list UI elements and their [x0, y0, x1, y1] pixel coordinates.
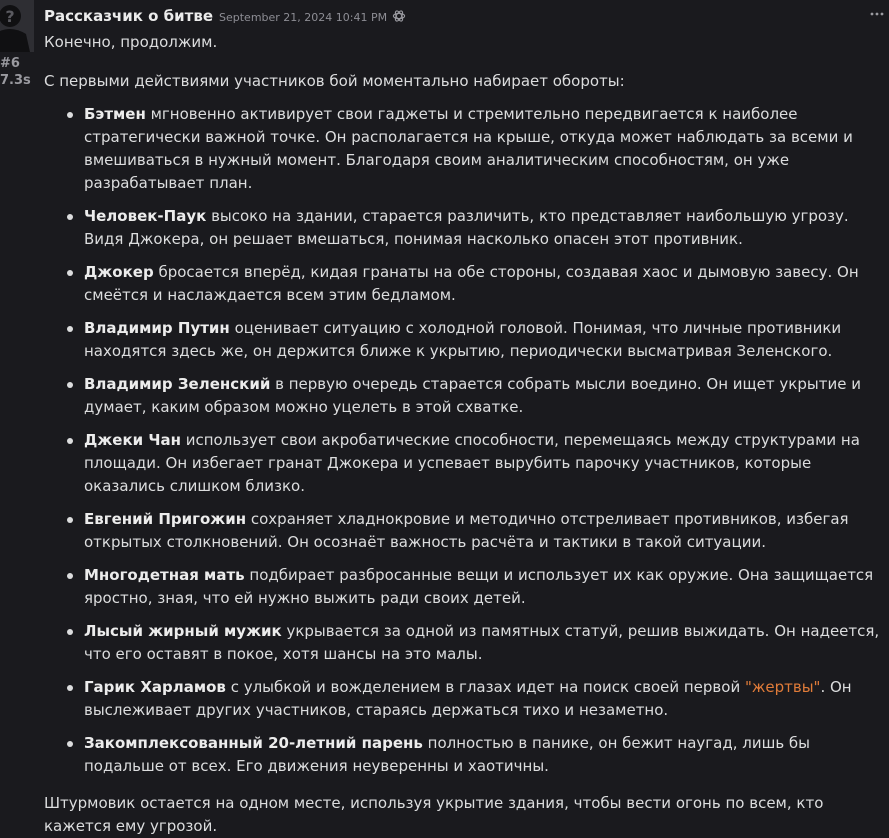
message-header	[44, 6, 406, 26]
avatar-silhouette-icon	[0, 0, 34, 52]
message-body	[44, 31, 889, 838]
participant-text: укрывается за одной из памятных статуй, решив выжидать. Он надеется, что его оставят в покое, хотя шансы на это малы.	[84, 622, 880, 663]
intro-paragraph: Конечно, продолжим.	[44, 33, 218, 51]
participant-name: Лысый жирный мужик	[84, 622, 282, 640]
generation-time: 7.3s	[0, 73, 31, 88]
participant-text: подбирает разбросанные вещи и использует их как оружие. Она защищается яростно, зная, что ей нужно выжить ради своих детей.	[84, 566, 874, 607]
list-item	[84, 564, 889, 610]
message-index: #6	[0, 56, 20, 71]
participant-list	[44, 103, 889, 778]
participant-text: оценивает ситуацию с холодной головой. Понимая, что личные противники находятся здесь же, он держится ближе к укрытию, периодически высматривая Зеленского.	[84, 319, 842, 360]
participant-text: мгновенно активирует свои гаджеты и стремительно передвигается к наиболее стратегически важной точке. Он располагается на крыше, откуда может наблюдать за всеми и вмешиваться в нужный момент. Благодаря своим аналитическим способностям, он уже разрабатывает план.	[84, 105, 853, 192]
avatar[interactable]	[0, 0, 34, 52]
participant-text: бросается вперёд, кидая гранаты на обе стороны, создавая хаос и дымовую завесу. Он смеётся и наслаждается всем этим бедламом.	[84, 263, 859, 304]
participant-text: сохраняет хладнокровие и методично отстреливает противников, избегая открытых столкновений. Он осознаёт важность расчёта и тактики в такой ситуации.	[84, 510, 849, 551]
lead-paragraph: С первыми действиями участников бой моментально набирает обороты:	[44, 72, 625, 90]
svg-text:?: ?	[5, 7, 15, 26]
more-vertical-icon[interactable]	[867, 4, 883, 24]
participant-text-after: . Он выслеживает других участников, стараясь держаться тихо и незаметно.	[84, 678, 852, 719]
author-name[interactable]: Рассказчик о битве	[44, 7, 213, 25]
list-item	[84, 429, 889, 498]
participant-name: Владимир Путин	[84, 319, 230, 337]
list-item	[84, 620, 889, 666]
participant-name: Закомплексованный 20-летний парень	[84, 734, 423, 752]
participant-text: полностью в панике, он бежит наугад, лишь бы подальше от всех. Его движения неуверенны и хаотичны.	[84, 734, 811, 775]
list-item	[84, 261, 889, 307]
outro-paragraph: Штурмовик остается на одном месте, используя укрытие здания, чтобы вести огонь по всем, кто кажется ему угрозой.	[44, 794, 824, 835]
participant-name: Бэтмен	[84, 105, 146, 123]
participant-name: Многодетная мать	[84, 566, 245, 584]
list-item	[84, 103, 889, 195]
participant-name: Джеки Чан	[84, 431, 181, 449]
participant-name: Евгений Пригожин	[84, 510, 247, 528]
message-gutter	[0, 0, 44, 825]
participant-name: Джокер	[84, 263, 154, 281]
accent-quote: "жертвы"	[744, 678, 821, 696]
participant-name: Человек-Паук	[84, 207, 207, 225]
participant-text: использует свои акробатические способности, перемещаясь между структурами на площади. Он избегает гранат Джокера и успевает вырубить парочку участников, которые оказались слишком близко.	[84, 431, 860, 495]
message-timestamp: September 21, 2024 10:41 PM	[219, 11, 388, 24]
participant-name: Гарик Харламов	[84, 678, 226, 696]
list-item	[84, 732, 889, 778]
participant-text: с улыбкой и вожделением в глазах идет на поиск своей первой	[225, 678, 745, 696]
list-item	[84, 508, 889, 554]
list-item	[84, 373, 889, 419]
participant-name: Владимир Зеленский	[84, 375, 271, 393]
openai-logo-icon	[392, 8, 406, 22]
list-item	[84, 205, 889, 251]
participant-text: в первую очередь старается собрать мысли воедино. Он ищет укрытие и думает, каким образом можно уцелеть в этой схватке.	[84, 375, 861, 416]
participant-text: высоко на здании, старается различить, кто представляет наибольшую угрозу. Видя Джокера, он решает вмешаться, понимая насколько опасен этот противник.	[84, 207, 849, 248]
list-item	[84, 676, 889, 722]
list-item	[84, 317, 889, 363]
